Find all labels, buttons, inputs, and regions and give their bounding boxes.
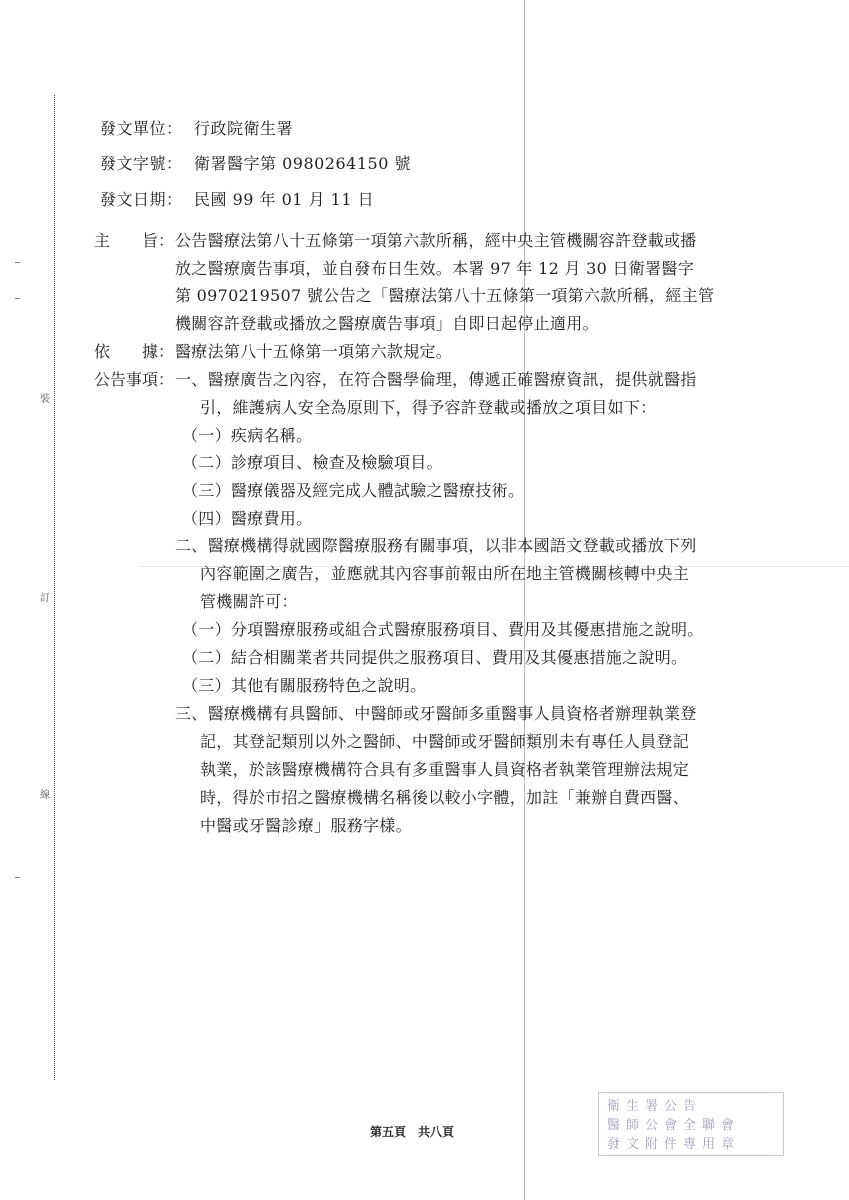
item-2-sub: （一）分項醫療服務或組合式醫療服務項目、費用及其優惠措施之說明。 — [182, 620, 704, 639]
item-2-line: 管機關許可： — [200, 592, 298, 611]
item-2-sub: （二）結合相關業者共同提供之服務項目、費用及其優惠措施之說明。 — [182, 648, 688, 667]
subject-line: 公告醫療法第八十五條第一項第六款所稱，經中央主管機關容許登載或播 — [175, 231, 697, 250]
issuing-unit-label: 發文單位： — [100, 119, 183, 138]
margin-tick — [15, 877, 20, 878]
document-number-value: 衛署醫字第 0980264150 號 — [194, 154, 411, 173]
item-3-line: 時，得於市招之醫療機構名稱後以較小字體，加註「兼辦自費西醫、 — [200, 788, 690, 807]
item-1-line: 一、醫療廣告之內容，在符合醫學倫理，傳遞正確醫療資訊，提供就醫指 — [175, 370, 697, 389]
issuing-unit-row — [100, 116, 293, 139]
scan-line — [524, 0, 525, 1200]
issue-date-value: 民國 99 年 01 月 11 日 — [194, 190, 375, 209]
margin-char-ding: 訂 — [40, 593, 50, 604]
item-3-line: 執業，於該醫療機構符合具有多重醫事人員資格者執業管理辦法規定 — [200, 760, 690, 779]
basis-label: 依 據： — [94, 342, 175, 361]
page-number: 第五頁 共八頁 — [370, 1125, 455, 1139]
margin-tick — [15, 298, 20, 299]
item-1-sub: （二）診療項目、檢查及檢驗項目。 — [182, 453, 443, 472]
item-3-line: 記，其登記類別以外之醫師、中醫師或牙醫師類別未有專任人員登記 — [200, 732, 690, 751]
item-1-sub: （四）醫療費用。 — [182, 509, 313, 528]
subject-line: 機關容許登載或播放之醫療廣告事項」自即日起停止適用。 — [175, 314, 599, 333]
issue-date-row — [100, 187, 374, 210]
item-2-line: 二、醫療機構得就國際醫療服務有關事項，以非本國語文登載或播放下列 — [175, 536, 697, 555]
subject-line: 放之醫療廣告事項，並自發布日生效。本署 97 年 12 月 30 日衛署醫字 — [175, 259, 694, 278]
issue-date-label: 發文日期： — [100, 190, 183, 209]
item-1-sub: （三）醫療儀器及經完成人體試驗之醫療技術。 — [182, 481, 525, 500]
item-1-sub: （一）疾病名稱。 — [182, 426, 313, 445]
item-1-line: 引，維護病人安全為原則下，得予容許登載或播放之項目如下： — [200, 398, 657, 417]
stamp-line: 醫師公會全聯會 — [607, 1118, 741, 1133]
stamp-line: 發文附件專用章 — [607, 1137, 741, 1152]
margin-tick — [15, 262, 20, 263]
stamp-line: 衛生署公告 — [607, 1099, 703, 1114]
basis-text: 醫療法第八十五條第一項第六款規定。 — [175, 342, 453, 361]
issuing-unit-value: 行政院衛生署 — [194, 119, 294, 138]
official-stamp — [598, 1092, 784, 1156]
subject-line: 第 0970219507 號公告之「醫療法第八十五條第一項第六款所稱，經主管 — [175, 286, 715, 305]
item-2-sub: （三）其他有關服務特色之說明。 — [182, 676, 427, 695]
binding-margin-line — [54, 95, 55, 1080]
announcement-label: 公告事項： — [94, 370, 175, 389]
margin-char-zhuang: 裝 — [40, 394, 50, 405]
margin-char-xian: 線 — [40, 790, 50, 801]
subject-label: 主 旨： — [94, 231, 175, 250]
document-number-row — [100, 151, 411, 174]
item-3-line: 中醫或牙醫診療」服務字樣。 — [200, 816, 412, 835]
document-number-label: 發文字號： — [100, 154, 183, 173]
item-3-line: 三、醫療機構有具醫師、中醫師或牙醫師多重醫事人員資格者辦理執業登 — [175, 704, 697, 723]
item-2-line: 內容範圍之廣告，並應就其內容事前報由所在地主管機關核轉中央主 — [200, 564, 690, 583]
